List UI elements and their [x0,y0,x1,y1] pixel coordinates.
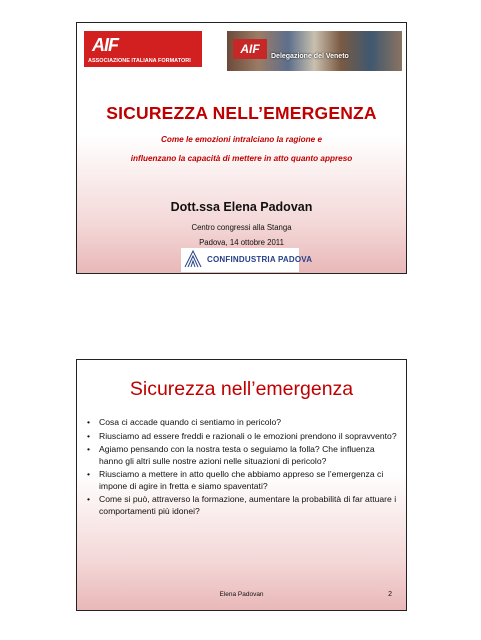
event-date: Padova, 14 ottobre 2011 [199,238,284,247]
bullet-text: Cosa ci accade quando ci sentiamo in pericolo? [99,417,282,427]
veneto-photo-banner [227,31,402,71]
list-item [87,494,397,517]
delegation-caption: Delegazione del Veneto [271,53,349,60]
confindustria-emblem-icon [183,249,203,269]
slide-title: SICUREZZA NELL’EMERGENZA [106,103,377,123]
aif-logo-mark: AIF [92,35,118,55]
bullet-text: Riusciamo ad essere freddi e razionali o le emozioni prendono il sopravvento? [99,430,397,441]
author-name: Dott.ssa Elena Padovan [170,200,313,214]
list-item [87,417,397,429]
confindustria-logo [181,248,313,272]
subtitle-line-2: influenzano la capacità di mettere in atto quanto appreso [130,154,353,163]
slide-header [77,31,406,71]
bullet-glyph: • [87,469,91,479]
list-item [87,431,397,443]
aif-logo [84,31,202,67]
bullet-glyph: • [87,417,91,427]
bullet-glyph: • [87,430,91,441]
list-item [87,469,397,492]
bullet-glyph: • [87,444,91,454]
aif-logo-caption: ASSOCIAZIONE ITALIANA FORMATORI [88,58,191,64]
subtitle-line-1: Come le emozioni intralciano la ragione e [160,135,323,144]
bullet-text: Agiamo pensando con la nostra testa o seguiamo la folla? Che influenza hanno gli altri sulle nostre azioni nelle situazioni di pericolo? [99,444,375,466]
content-slide [76,359,407,611]
bullet-text: Come si può, attraverso la formazione, aumentare la probabilità di far attuare i comportamenti più idonei? [99,494,397,516]
bullet-glyph: • [87,494,91,504]
slide-title: Sicurezza nell’emergenza [129,378,354,400]
footer-author: Elena Padovan [219,591,264,598]
page-number: 2 [388,591,392,598]
list-item [87,444,397,467]
bullet-list [87,417,397,519]
confindustria-logo-text: CONFINDUSTRIA PADOVA [207,255,313,264]
title-slide [76,22,407,274]
aif-veneto-logo: AIF [233,39,267,59]
bullet-text: Riusciamo a mettere in atto quello che abbiamo appreso se l’emergenza ci impone di agire in fretta e siamo spaventati? [99,469,384,491]
venue: Centro congressi alla Stanga [191,223,292,232]
